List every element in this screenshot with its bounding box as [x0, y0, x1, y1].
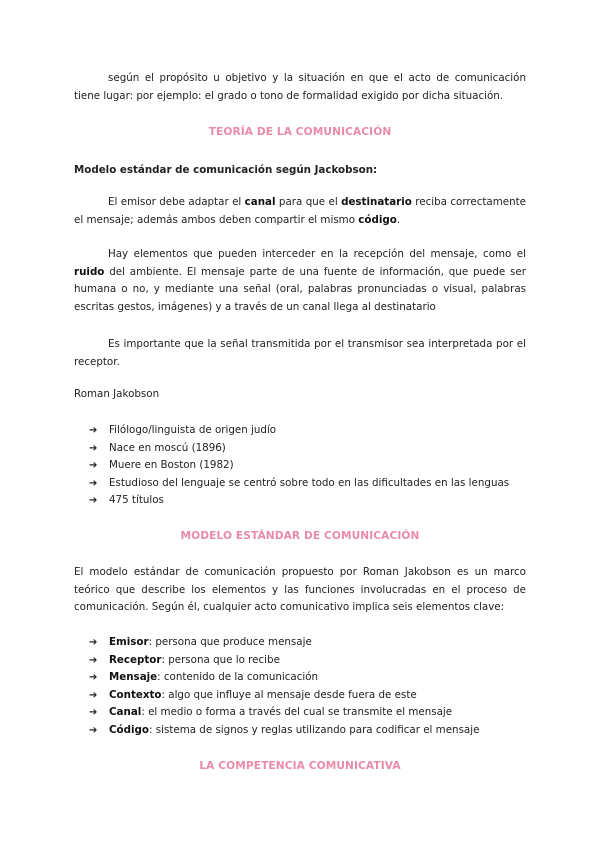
list-item: ➔ Nace en moscú (1896)	[89, 440, 529, 458]
label-roman-jakobson: Roman Jakobson	[74, 388, 160, 400]
heading-modelo-estandar: MODELO ESTÁNDAR DE COMUNICACIÓN	[180, 530, 420, 542]
list-item: ➔ Estudioso del lenguaje se centró sobre todo en las dificultades en las lenguas	[89, 475, 529, 493]
list-item: ➔ Contexto: algo que influye al mensaje desde fuera de este	[89, 687, 529, 705]
list-item: ➔ Muere en Boston (1982)	[89, 457, 529, 475]
list-item: ➔ Mensaje: contenido de la comunicación	[89, 669, 529, 687]
arrow-right-icon: ➔	[89, 689, 98, 701]
list-item: ➔ Filólogo/linguista de origen judío	[89, 422, 529, 440]
arrow-right-icon: ➔	[89, 637, 98, 648]
subheading-modelo-jackobson: Modelo estándar de comunicación según Jackobson:	[74, 164, 378, 176]
paragraph-ruido: Hay elementos que pueden interceder en la recepción del mensaje, como el ruido del ambiente. El mensaje parte de una fuente de información, que puede ser humana o no, y mediante una señal (oral, palabras pronunciadas o visual, palabras escritas gestos, imágenes) y a través de un canal llega al destinatario	[74, 248, 526, 313]
intro-continuation-paragraph: según el propósito u objetivo y la situación en que el acto de comunicación tiene lugar: por ejemplo: el grado o tono de formalidad exigido por dicha situación.	[74, 72, 526, 102]
arrow-right-icon: ➔	[89, 425, 98, 436]
list-item: ➔ Emisor: persona que produce mensaje	[89, 634, 529, 652]
arrow-right-icon: ➔	[89, 460, 98, 472]
heading-teoria-comunicacion: TEORÍA DE LA COMUNICACIÓN	[208, 126, 392, 138]
bio-list	[89, 422, 529, 510]
paragraph-importante: Es importante que la señal transmitida por el transmisor sea interpretada por el receptor.	[74, 338, 526, 368]
arrow-right-icon: ➔	[89, 442, 98, 454]
list-item: ➔ 475 títulos	[89, 492, 529, 510]
arrow-right-icon: ➔	[89, 654, 98, 666]
paragraph-modelo-estandar: El modelo estándar de comunicación propuesto por Roman Jakobson es un marco teórico que describe los elementos y las funciones involucradas en el proceso de comunicación. Según él, cualquier acto comunicativo implica seis elementos clave:	[74, 566, 526, 614]
paragraph-emisor: El emisor debe adaptar el canal para que el destinatario reciba correctamente el mensaje; además ambos deben compartir el mismo código.	[74, 196, 526, 226]
arrow-right-icon: ➔	[89, 477, 98, 489]
arrow-right-icon: ➔	[89, 707, 98, 719]
list-item: ➔ Código: sistema de signos y reglas utilizando para codificar el mensaje	[89, 722, 529, 740]
list-item: ➔ Receptor: persona que lo recibe	[89, 652, 529, 670]
arrow-right-icon: ➔	[89, 724, 98, 736]
heading-competencia-comunicativa: LA COMPETENCIA COMUNICATIVA	[199, 760, 401, 772]
arrow-right-icon: ➔	[89, 495, 98, 507]
arrow-right-icon: ➔	[89, 672, 98, 684]
list-item: ➔ Canal: el medio o forma a través del cual se transmite el mensaje	[89, 704, 529, 722]
elementos-list	[89, 634, 529, 740]
